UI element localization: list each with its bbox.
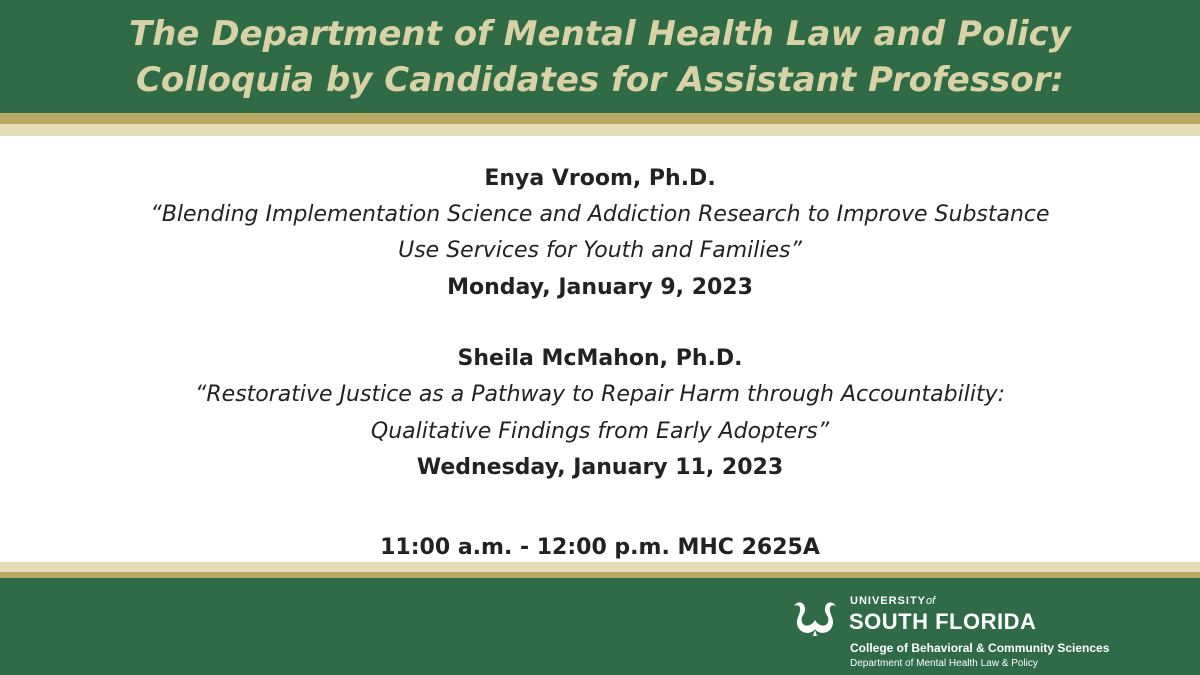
light-gold-stripe bbox=[0, 124, 1200, 136]
usf-bull-horns-icon bbox=[790, 596, 840, 638]
university-label bbox=[850, 595, 935, 607]
light-gold-stripe-bottom bbox=[0, 562, 1200, 572]
speaker-1-name: Enya Vroom, Ph.D. bbox=[484, 166, 716, 191]
of-word: of bbox=[926, 595, 936, 607]
footer-banner bbox=[0, 578, 1200, 675]
time-location: 11:00 a.m. - 12:00 p.m. MHC 2625A bbox=[380, 535, 820, 560]
speaker-2-date: Wednesday, January 11, 2023 bbox=[416, 455, 784, 480]
department-name: Department of Mental Health Law & Policy bbox=[850, 658, 1038, 669]
speaker-1-title-line-2: Use Services for Youth and Families” bbox=[398, 238, 802, 263]
gold-stripe bbox=[0, 113, 1200, 124]
header-title-line-1: The Department of Mental Health Law and Policy bbox=[129, 14, 1071, 54]
header-title-line-2: Colloquia by Candidates for Assistant Professor: bbox=[135, 60, 1065, 100]
university-name: SOUTH FLORIDA bbox=[849, 609, 1037, 634]
speaker-2-title-line-1: “Restorative Justice as a Pathway to Repair Harm through Accountability: bbox=[194, 382, 1005, 407]
speaker-2-name: Sheila McMahon, Ph.D. bbox=[457, 346, 743, 371]
speaker-1-date: Monday, January 9, 2023 bbox=[447, 275, 753, 300]
university-word: UNIVERSITY bbox=[850, 595, 927, 607]
header-banner bbox=[0, 0, 1200, 113]
speaker-1-title-line-1: “Blending Implementation Science and Addiction Research to Improve Substance bbox=[150, 202, 1050, 227]
announcement-body bbox=[0, 136, 1200, 562]
speaker-2-title-line-2: Qualitative Findings from Early Adopters” bbox=[370, 419, 830, 444]
college-name: College of Behavioral & Community Sciences bbox=[850, 641, 1110, 655]
